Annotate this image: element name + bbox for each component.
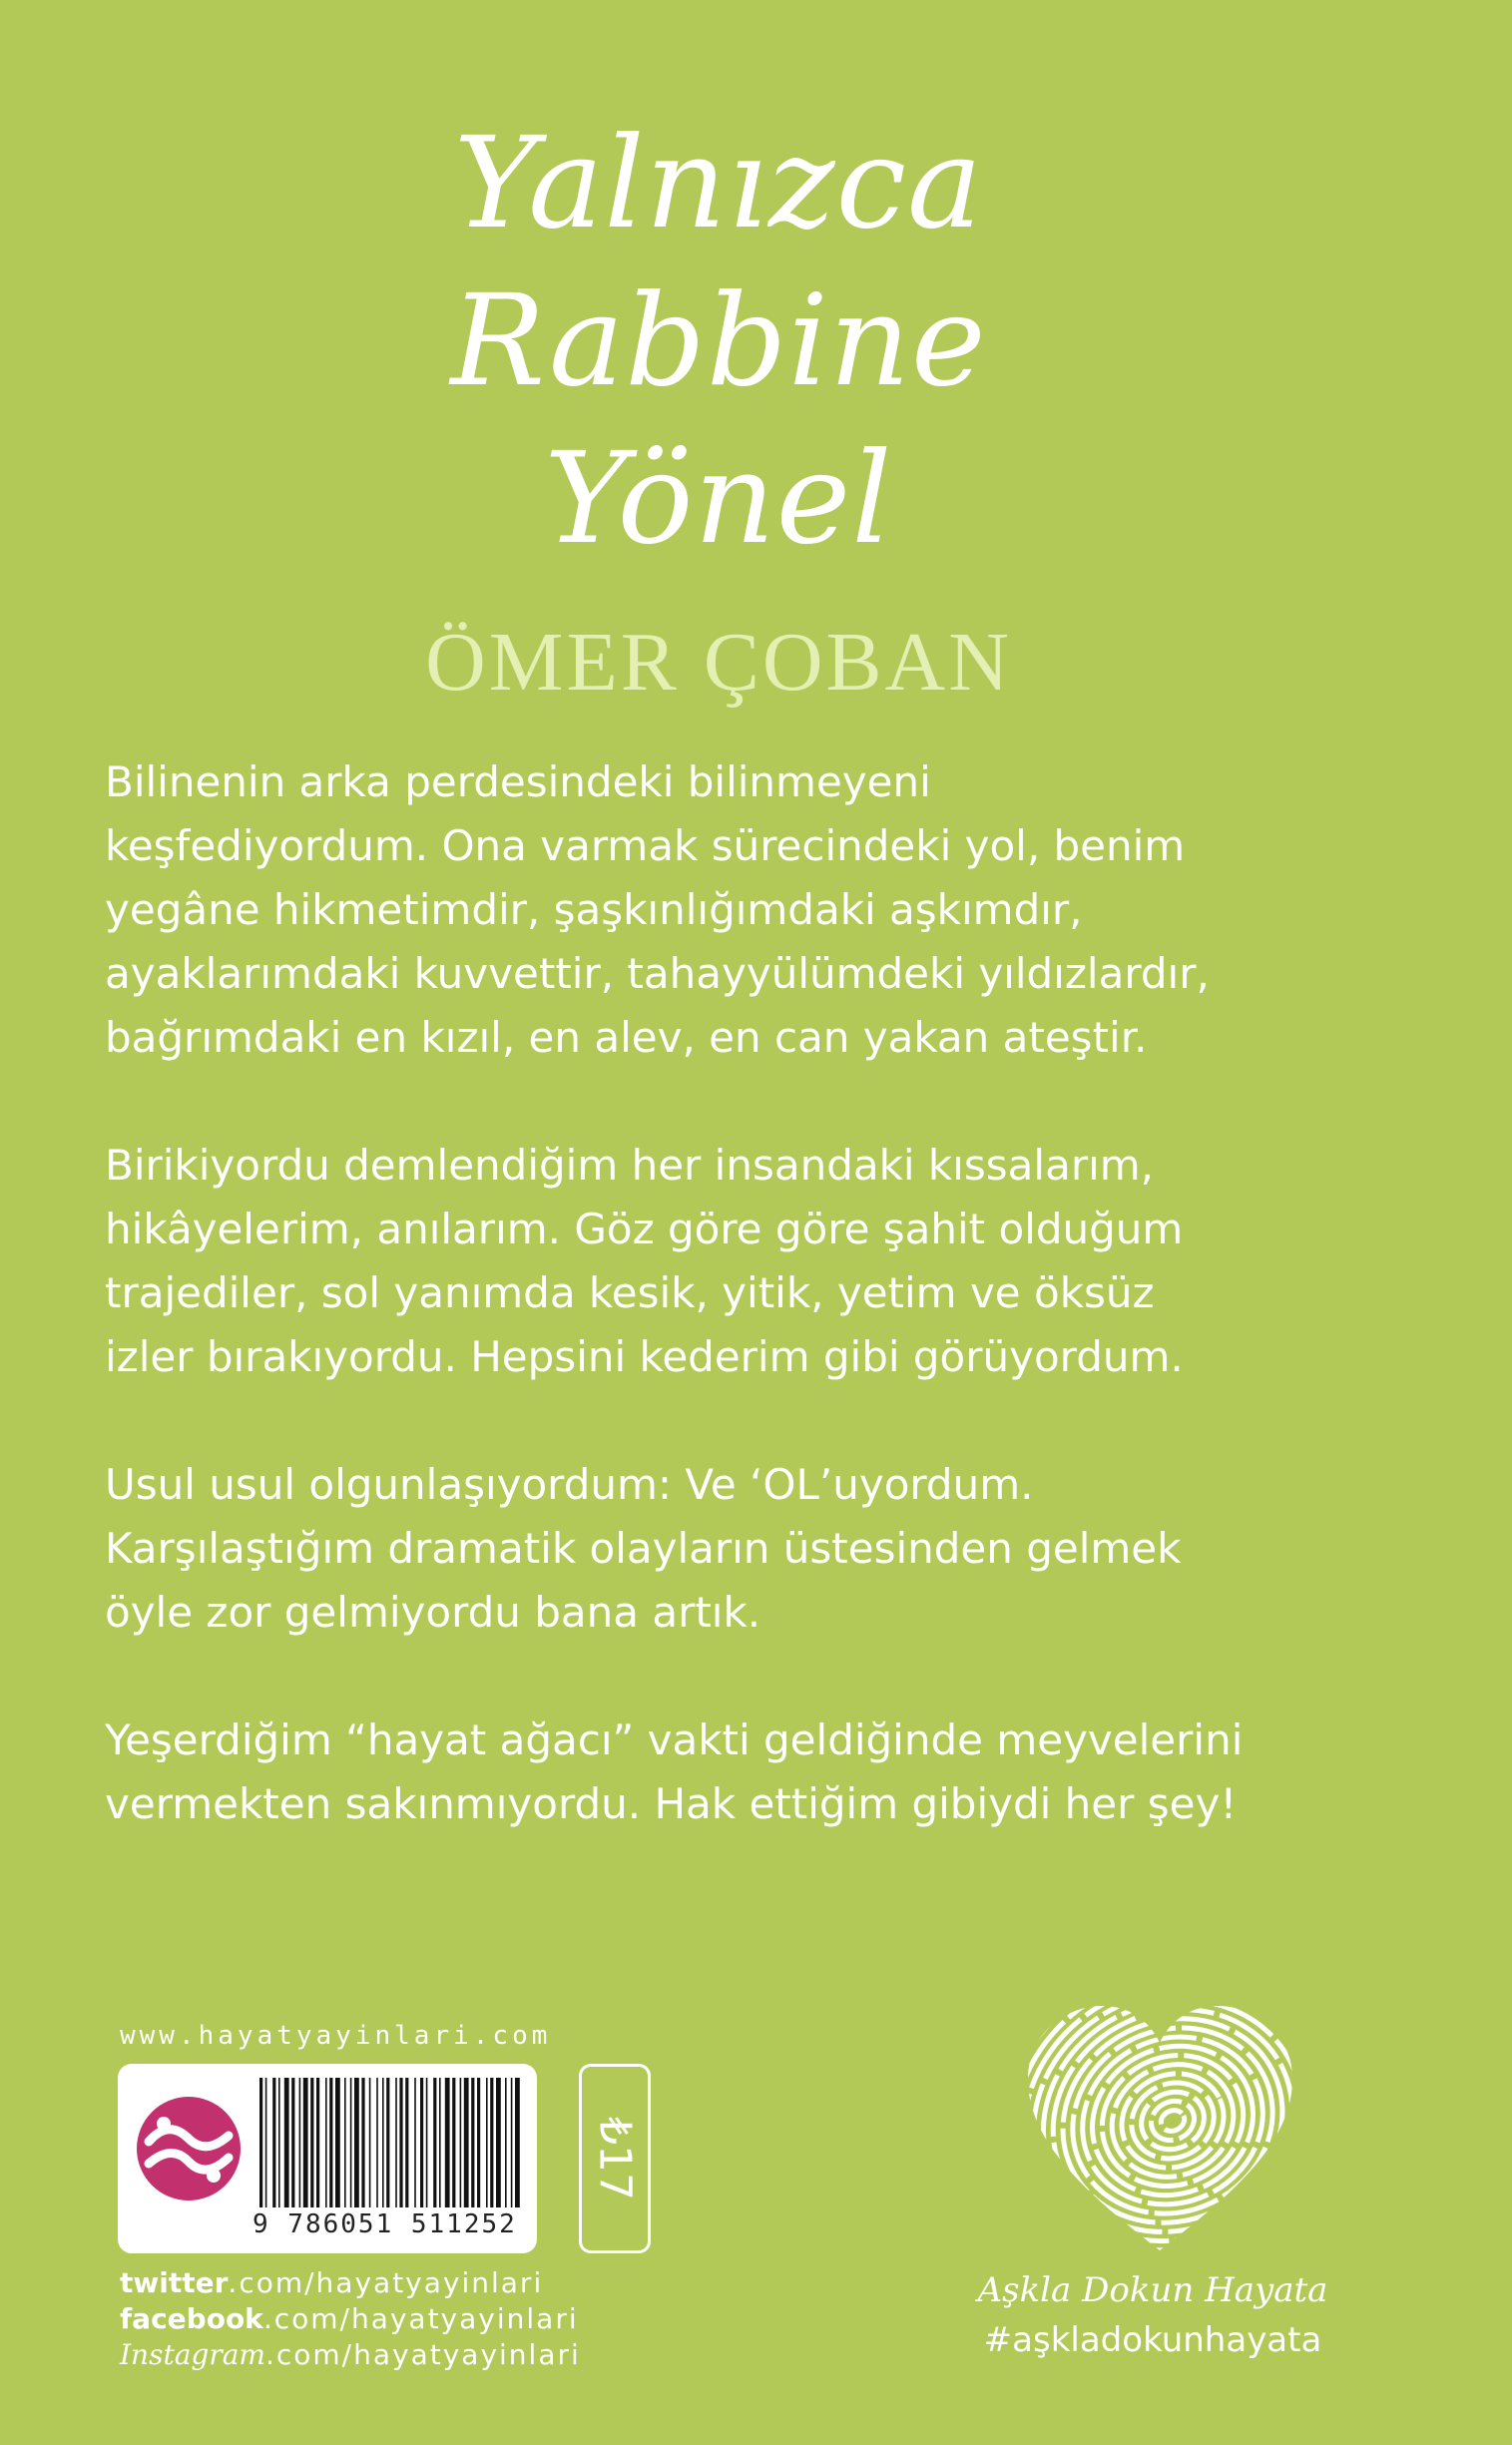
facebook-brand: facebook	[120, 2302, 263, 2335]
barcode-bar	[460, 2078, 462, 2207]
barcode-bar	[284, 2078, 289, 2207]
barcode-bar	[515, 2078, 520, 2207]
barcode-bar	[361, 2078, 364, 2207]
barcode-bar	[335, 2078, 340, 2207]
social-links	[120, 2265, 581, 2373]
barcode-bar	[426, 2078, 428, 2207]
barcode-bar	[350, 2078, 352, 2207]
barcode-panel	[118, 2064, 537, 2253]
blurb-paragraph-4	[105, 1709, 1442, 1836]
barcode-bar	[490, 2078, 493, 2207]
twitter-path: .com/hayatyayinlari	[228, 2266, 544, 2299]
barcode-bar	[316, 2078, 319, 2207]
blurb-line: trajediler, sol yanımda kesik, yitik, yetim ve öksüz	[105, 1268, 1155, 1317]
barcode-bar	[303, 2078, 308, 2207]
barcode-bar	[325, 2078, 327, 2207]
blurb-line: keşfediyordum. Ona varmak sürecindeki yol, benim	[105, 821, 1186, 870]
social-facebook[interactable]	[120, 2301, 581, 2337]
barcode-bar	[439, 2078, 441, 2207]
blurb-paragraph-3	[105, 1453, 1442, 1645]
barcode-bar	[399, 2078, 402, 2207]
barcode-bar	[259, 2078, 262, 2207]
blurb-line: Usul usul olgunlaşıyordum: Ve ‘OL’uyordum.	[105, 1460, 1034, 1509]
title-line-2: Rabbine	[450, 267, 987, 414]
blurb-line: hikâyelerim, anılarım. Göz göre göre şahit olduğum	[105, 1205, 1184, 1253]
book-title	[0, 105, 1437, 578]
barcode-bar	[354, 2078, 359, 2207]
barcode-bar	[464, 2078, 469, 2207]
title-line-1: Yalnızca	[453, 110, 984, 256]
barcode-bar	[414, 2078, 416, 2207]
publisher-website[interactable]: www.hayatyayinlari.com	[120, 2021, 552, 2051]
campaign-slogan: Aşkla Dokun Hayata	[977, 2270, 1328, 2310]
isbn-number: 9 786051 511252	[252, 2209, 517, 2239]
facebook-path: .com/hayatyayinlari	[262, 2302, 579, 2335]
barcode-bar	[329, 2078, 332, 2207]
barcode-bar	[496, 2078, 501, 2207]
barcode-bar	[395, 2078, 397, 2207]
barcode-bar	[310, 2078, 313, 2207]
blurb-line: yegâne hikmetimdir, şaşkınlığımdaki aşkımdır,	[105, 885, 1083, 934]
barcode-bar	[382, 2078, 384, 2207]
instagram-brand: Instagram	[120, 2338, 265, 2371]
barcode-bar	[420, 2078, 423, 2207]
barcode-bar	[511, 2078, 513, 2207]
blurb-line: Karşılaştığım dramatik olayların üstesinden gelmek	[105, 1524, 1182, 1573]
barcode-bar	[486, 2078, 488, 2207]
title-line-3: Yönel	[544, 425, 893, 572]
barcode-bar	[369, 2078, 371, 2207]
barcode-bar	[505, 2078, 507, 2207]
blurb-line: vermekten sakınmıyordu. Hak ettiğim gibiydi her şey!	[105, 1779, 1238, 1828]
fingerprint-heart-icon	[1023, 2001, 1297, 2260]
publisher-logo-icon	[134, 2094, 244, 2203]
barcode-bar	[405, 2078, 408, 2207]
barcode-bar	[471, 2078, 474, 2207]
price-value: ₺17	[589, 2117, 641, 2200]
instagram-path: .com/hayatyayinlari	[264, 2338, 581, 2371]
author-name: ÖMER ÇOBAN	[425, 616, 1012, 709]
barcode-bar	[291, 2078, 294, 2207]
barcode-icon	[257, 2078, 522, 2207]
barcode-bar	[299, 2078, 301, 2207]
barcode-bar	[477, 2078, 480, 2207]
barcode-bar	[344, 2078, 346, 2207]
blurb-line: bağrımdaki en kızıl, en alev, en can yakan ateştir.	[105, 1013, 1148, 1062]
barcode-bar	[386, 2078, 389, 2207]
blurb-paragraph-1	[105, 750, 1442, 1070]
twitter-brand: twitter	[120, 2266, 229, 2299]
blurb-line: ayaklarımdaki kuvvettir, tahayyülümdeki yıldızlardır,	[105, 949, 1210, 998]
barcode-bar	[278, 2078, 280, 2207]
barcode-bar	[376, 2078, 378, 2207]
barcode-bar	[452, 2078, 455, 2207]
blurb-paragraph-2	[105, 1134, 1442, 1389]
social-instagram[interactable]	[120, 2337, 581, 2373]
barcode-bar	[265, 2078, 267, 2207]
social-twitter[interactable]	[120, 2265, 581, 2301]
barcode-bar	[272, 2078, 275, 2207]
blurb-line: Birikiyordu demlendiğim her insandaki kıssalarım,	[105, 1141, 1155, 1190]
fingerprint-ridge	[1158, 2107, 1188, 2135]
blurb-line: öyle zor gelmiyordu bana artık.	[105, 1588, 761, 1637]
barcode-bar	[445, 2078, 450, 2207]
fingerprint-ridge	[1094, 2045, 1253, 2197]
campaign-hashtag: #aşkladokunhayata	[983, 2320, 1322, 2360]
blurb-line: izler bırakıyordu. Hepsini kederim gibi görüyordum.	[105, 1332, 1184, 1381]
price-tag	[579, 2064, 651, 2253]
blurb-line: Bilinenin arka perdesindeki bilinmeyeni	[105, 757, 931, 806]
blurb-line: Yeşerdiğim “hayat ağacı” vakti geldiğinde meyvelerini	[105, 1715, 1244, 1764]
barcode-bar	[433, 2078, 436, 2207]
blurb-text	[105, 750, 1442, 1900]
